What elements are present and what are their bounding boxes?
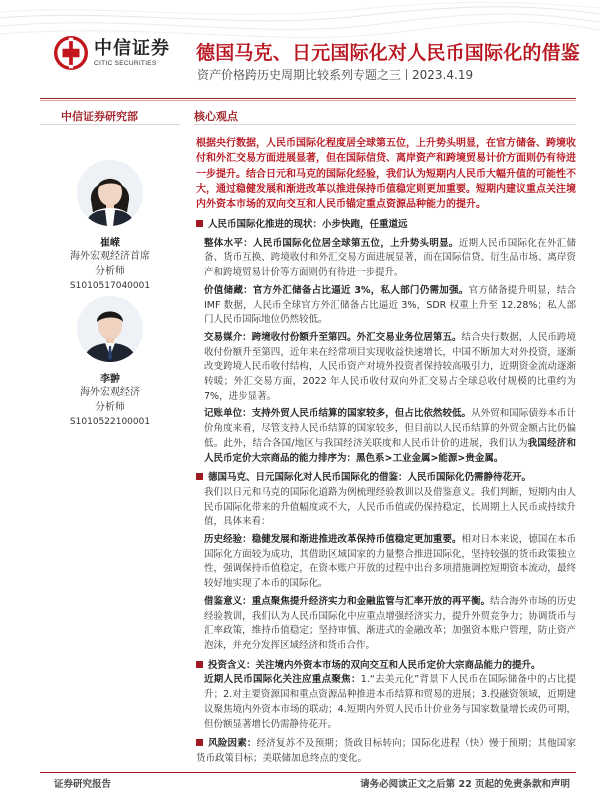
risk-factors-text: 经济复苏不及预期；货政目标转向；国际化进程（快）慢于预期；其他国家货币政策目标；美联储加息终点的变化。 <box>196 738 576 764</box>
report-date: 2023.4.19 <box>412 68 474 82</box>
report-series: 资产价格跨历史周期比较系列专题之三 <box>197 68 402 82</box>
analyst-name: 李翀 <box>100 374 120 385</box>
analyst-portrait-male-icon <box>77 296 143 362</box>
citic-logo <box>54 36 170 70</box>
report-header <box>0 0 600 90</box>
footer-report-type: 证券研究报告 <box>54 779 112 790</box>
analyst-title: 分析师 <box>95 402 125 413</box>
analyst-card <box>40 160 180 293</box>
paragraph-historical-experience: 历史经验：稳健发展和渐进推进改革保持币值稳定更加重要。相对日本来说，德国在本币国际化方面较为成功，其借助区域国家的力量整合推进国际化，坚持较强的货币政策独立性，强调保持币值稳定，在资本账户开放的过程中出台多项措施调控短期资本流动，最终较好地实现了本币的国际化。 <box>204 534 576 590</box>
analyst-role: 海外宏观经济 <box>80 387 140 398</box>
square-bullet-icon <box>196 220 203 227</box>
paragraph-focus-points: 近期人民币国际化关注应重点聚焦：1.“去美元化”背景下人民币在国际储备中的占比提升；2.对主要资源国和重点资源品种推进本币结算和贸易的进展；3.投融资领域，近期建议聚焦境内外资本市场的联动；4.短期内外贸人民币计价业务与国家数量增长或仍可期，但份额显著增长仍需静待花开。 <box>204 674 576 730</box>
header-rule-light <box>40 100 576 101</box>
analyst-title: 分析师 <box>95 266 125 277</box>
analyst-role: 海外宏观经济首席 <box>70 251 150 262</box>
square-bullet-icon <box>196 661 203 668</box>
analyst-name: 崔嵘 <box>100 238 120 249</box>
citic-logo-mark-icon <box>54 36 88 70</box>
left-column-rule <box>40 124 180 125</box>
analyst-card <box>40 296 180 429</box>
paragraph-medium-of-exchange: 交易媒介：跨境收付份额升至第四。外汇交易业务位居第五。结合央行数据，人民币跨境收付份额升至第四，近年来在经常项目实现收益快速增长，中国不断加大对外投资，逐渐改变跨境人民币收付结构，人民币资产对境外投资者保持较高吸引力，近期资金流动逐渐转暖；外汇交易方面，2022 年人民币收付双向外汇交易占全球总收付规模的比重约为 7%，进步显著。 <box>204 331 576 402</box>
paragraph-overall-level: 整体水平：人民币国际化位居全球第五位，上升势头明显。近期人民币国际化在外汇储备、货币互换、跨境收付和外汇交易方面进展显著，而在国际信贷、衍生品市场、离岸资产和跨境贸易计价等方面则仍有待进一步提升。 <box>204 237 576 279</box>
core-viewpoint-label: 核心观点 <box>194 110 238 123</box>
core-column-rule <box>194 124 576 125</box>
avatar <box>77 160 143 226</box>
section-heading: 人民币国际化推进的现状：小步快跑，任重道远 <box>196 218 576 233</box>
paragraph-intro: 我们以日元和马克的国际化道路为例梳理经验教训以及借鉴意义。我们判断，短期内由人民币国际化带来的升值幅度或不大，人民币币值或仍保持稳定，长周期上人民币或持续升值，具体来看： <box>204 486 576 528</box>
research-dept-label: 中信证券研究部 <box>61 110 138 123</box>
paragraph-store-of-value: 价值储藏：官方外汇储备占比逼近 3%，私人部门仍需加强。官方储备提升明显，结合 IMF 数据，人民币全球官方外汇储备占比逼近 3%，SDR 权重上升至 12.28%；私人部门人民币国际地位仍然较低。 <box>204 284 576 326</box>
report-subtitle <box>197 66 473 83</box>
subtitle-divider <box>406 69 407 80</box>
summary-paragraph: 根据央行数据，人民币国际化程度居全球第五位，上升势头明显，在官方储备、跨境收付和外汇交易方面进展显著，但在国际信贷、离岸资产和跨境贸易计价方面则仍有待进一步提升。结合日元和马克的国际化经验，我们认为短期内人民币大幅升值的可能性不大，通过稳健发展和渐进改革以推进保持币值稳定则更加重要。短期内建议重点关注境内外资本市场的双向交互和人民币锚定重点资源品种能力的提升。 <box>196 138 576 211</box>
analyst-portrait-female-icon <box>77 160 143 226</box>
section-heading: 德国马克、日元国际化对人民币国际化的借鉴：人民币国际化仍需静待花开。 <box>196 471 576 486</box>
analyst-license-id: S1010522100001 <box>69 417 151 427</box>
square-bullet-icon <box>196 473 203 480</box>
footer-rule <box>40 772 576 773</box>
paragraph-lessons: 借鉴意义：重点聚焦提升经济实力和金融监管与汇率开放的再平衡。结合海外市场的历史经验教训，我们认为人民币国际化中应重点增强经济实力，提升外贸竞争力；协调货币与汇率政策，维持币值稳定；坚持审慎、渐进式的金融改革；加强资本账户管理，防止资产泡沫，并充分发挥区域经济和货币合作。 <box>204 595 576 651</box>
paragraph-unit-of-account: 记账单位：支持外贸人民币结算的国家较多，但占比依然较低。从外贸和国际债券本币计价角度来看，尽管支持人民币结算的国家较多，但目前以人民币结算的外贸金额占比仍偏低。此外，结合各国/地区与我国经济关联度和人民币计价的进展，我们认为我国经济和人民币定价大宗商品的能力排序为：黑色系>工业金属>能源>贵金属。 <box>204 408 576 464</box>
analyst-license-id: S1010517040001 <box>69 281 151 291</box>
brand-name-cn: 中信证券 <box>94 37 170 59</box>
brand-name-en: CITIC SECURITIES <box>94 59 157 67</box>
section-heading-risk: 风险因素：经济复苏不及预期；货政目标转向；国际化进程（快）慢于预期；其他国家货币政策目标；美联储加息终点的变化。 <box>196 738 576 764</box>
section-current-status <box>196 218 576 767</box>
footer-disclaimer: 请务必阅读正文之后第 22 页起的免责条款和声明 <box>360 779 570 790</box>
section-heading: 投资含义：关注境内外资本市场的双向交互和人民币定价大宗商品能力的提升。 <box>196 659 576 674</box>
square-bullet-icon <box>196 739 203 746</box>
report-title: 德国马克、日元国际化对人民币国际化的借鉴 <box>196 42 581 64</box>
header-rule <box>40 98 576 99</box>
avatar <box>77 296 143 362</box>
